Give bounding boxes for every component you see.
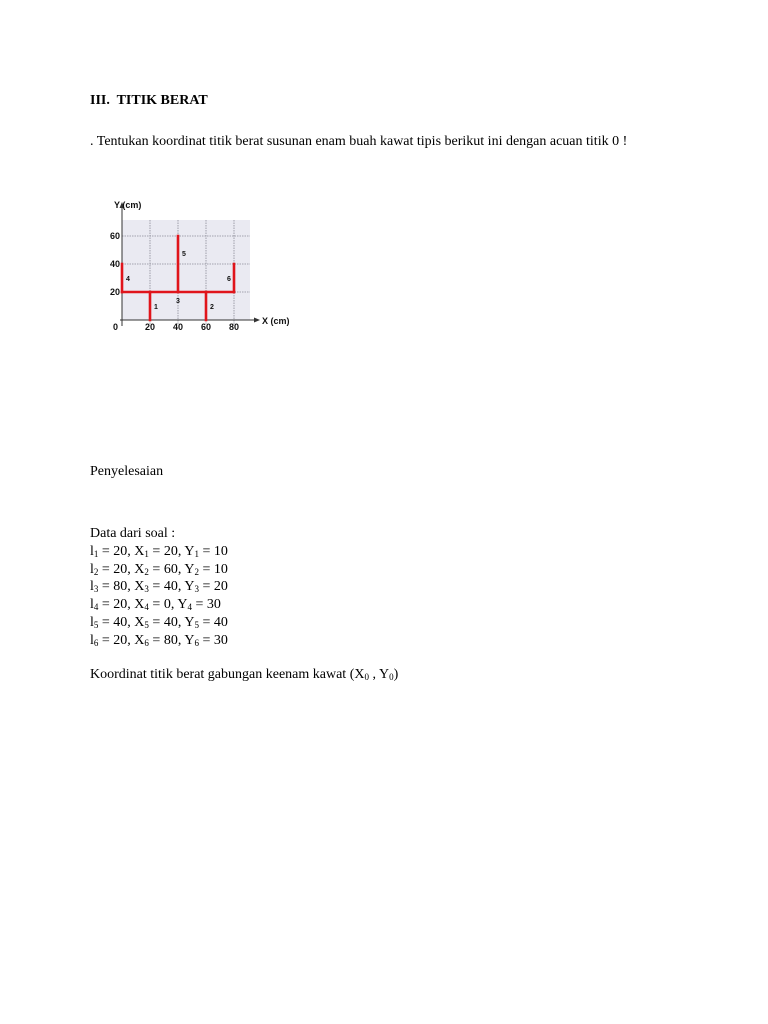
- subscript: 3: [194, 584, 199, 595]
- value-text: = 10: [198, 543, 228, 559]
- wire-label-5: 5: [182, 251, 186, 258]
- x-tick-label: 80: [228, 322, 240, 332]
- symbol: Y: [184, 543, 195, 559]
- symbol: l: [90, 614, 94, 630]
- subscript: 4: [144, 602, 149, 613]
- value-text: = 40,: [148, 614, 185, 630]
- wire-data-line: [90, 614, 228, 632]
- y-tick-label: 60: [109, 231, 120, 241]
- value-text: = 20,: [148, 543, 185, 559]
- symbol: X: [134, 632, 145, 648]
- symbol: l: [90, 597, 94, 613]
- given-data: [90, 525, 228, 650]
- subscript: 6: [194, 637, 199, 648]
- wire-label-4: 4: [126, 276, 130, 283]
- symbol: X: [134, 597, 145, 613]
- wire-data-line: [90, 543, 228, 561]
- value-text: = 80,: [98, 579, 135, 595]
- subscript: 1: [194, 548, 199, 559]
- conclusion-text: [90, 667, 398, 683]
- value-text: = 40: [198, 614, 228, 630]
- x0-symbol: X: [354, 667, 365, 682]
- symbol: X: [134, 579, 145, 595]
- wire-label-2: 2: [210, 304, 214, 311]
- value-text: = 10: [198, 561, 228, 577]
- value-text: = 30: [191, 597, 221, 613]
- value-text: = 20,: [98, 543, 135, 559]
- value-text: = 20,: [98, 632, 135, 648]
- section-title: III. TITIK BERAT: [90, 93, 208, 108]
- value-text: = 60,: [148, 561, 185, 577]
- origin-label: 0: [113, 322, 119, 332]
- wire-diagram: [100, 192, 310, 340]
- x-tick-label: 20: [144, 322, 156, 332]
- symbol: X: [134, 614, 145, 630]
- y0-subscript: 0: [389, 672, 394, 682]
- wire-data-line: [90, 596, 228, 614]
- wire-data-line: [90, 578, 228, 596]
- value-text: = 20,: [98, 597, 135, 613]
- symbol: Y: [184, 614, 195, 630]
- subscript: 6: [144, 637, 149, 648]
- subscript: 2: [144, 566, 149, 577]
- subscript: 3: [93, 584, 99, 595]
- y0-symbol: Y: [378, 667, 390, 682]
- wire-label-3: 3: [176, 298, 180, 305]
- solution-heading: Penyelesaian: [90, 464, 164, 479]
- symbol: Y: [177, 597, 188, 613]
- subscript: 1: [144, 548, 149, 559]
- subscript: 4: [93, 602, 99, 613]
- wire-data-line: [90, 561, 228, 579]
- data-heading: Data dari soal :: [90, 526, 176, 541]
- subscript: 2: [194, 566, 199, 577]
- symbol: Y: [184, 579, 195, 595]
- value-text: = 40,: [98, 614, 135, 630]
- subscript: 5: [93, 619, 99, 630]
- wire-data-line: [90, 632, 228, 650]
- value-text: = 20: [198, 579, 228, 595]
- symbol: Y: [184, 632, 195, 648]
- symbol: l: [90, 632, 94, 648]
- close-paren: ): [393, 667, 399, 682]
- subscript: 1: [93, 548, 99, 559]
- x-tick-label: 40: [172, 322, 184, 332]
- value-text: = 80,: [148, 632, 185, 648]
- symbol: X: [134, 561, 145, 577]
- symbol: l: [90, 561, 94, 577]
- subscript: 6: [93, 637, 99, 648]
- wire-label-1: 1: [154, 304, 158, 311]
- symbol: l: [90, 579, 94, 595]
- symbol: Y: [184, 561, 195, 577]
- value-text: = 20,: [98, 561, 135, 577]
- y-tick-label: 20: [109, 287, 120, 297]
- y-axis-label: Y (cm): [114, 200, 142, 210]
- subscript: 2: [93, 566, 99, 577]
- symbol: X: [134, 543, 145, 559]
- subscript: 5: [144, 619, 149, 630]
- subscript: 4: [187, 602, 192, 613]
- wire-label-6: 6: [227, 276, 231, 283]
- x-axis-arrow: [254, 318, 260, 323]
- value-text: = 30: [198, 632, 228, 648]
- question-text: . Tentukan koordinat titik berat susunan enam buah kawat tipis berikut ini dengan acuan titik 0 !: [90, 134, 628, 149]
- subscript: 5: [194, 619, 199, 630]
- symbol: l: [90, 543, 94, 559]
- x-tick-label: 60: [200, 322, 212, 332]
- separator: ,: [368, 667, 379, 682]
- conclusion-label: Koordinat titik berat gabungan keenam kawat (: [90, 667, 355, 682]
- y-tick-label: 40: [109, 259, 120, 269]
- value-text: = 0,: [148, 597, 178, 613]
- diagram-background: [122, 220, 250, 320]
- x-axis-label: X (cm): [262, 316, 290, 326]
- wire-data-list: [90, 543, 228, 650]
- x0-subscript: 0: [364, 672, 369, 682]
- subscript: 3: [144, 584, 149, 595]
- value-text: = 40,: [148, 579, 185, 595]
- wire-diagram-svg: [100, 192, 310, 340]
